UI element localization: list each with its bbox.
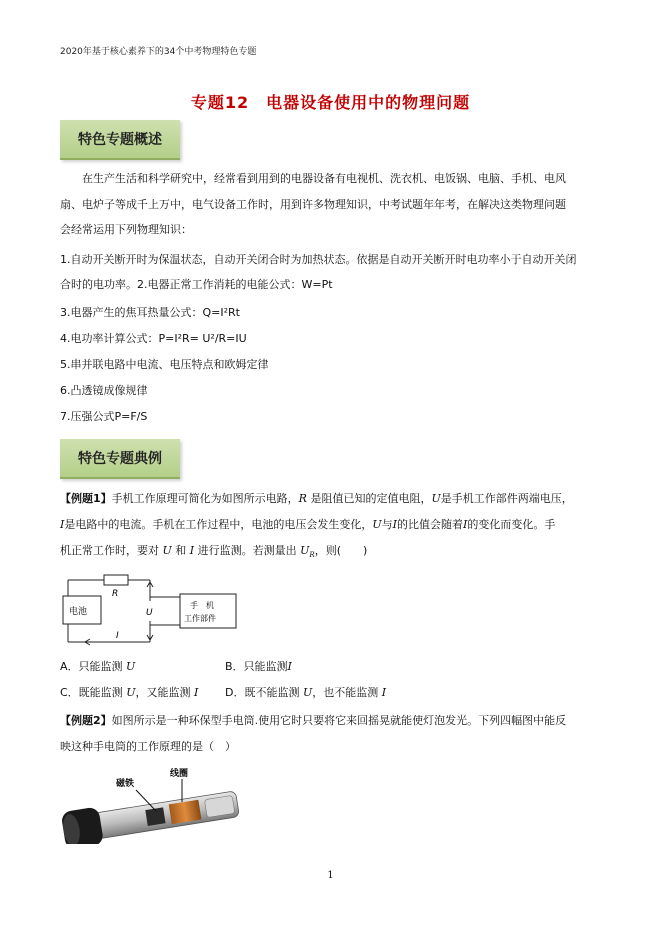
var-R: R — [298, 492, 307, 505]
option-b-var: I — [287, 660, 292, 673]
example1-text: 的变化而变化。手 — [467, 518, 556, 531]
example1-text: 与 — [381, 518, 393, 531]
option-d-var1: U — [302, 686, 313, 699]
option-b — [225, 659, 292, 675]
example2-line-1 — [60, 713, 566, 729]
option-a-var: U — [126, 660, 136, 673]
option-a — [60, 659, 135, 675]
resistor-label: R — [112, 589, 119, 599]
option-c-var1: U — [126, 686, 136, 699]
point-1b: 合时的电功率。2.电器正常工作消耗的电能公式：W=Pt — [60, 278, 333, 291]
page-title: 专题12 电器设备使用中的物理问题 — [190, 93, 471, 112]
point-6: 6.凸透镜成像规律 — [60, 384, 148, 397]
option-c-mid: ，又能监测 — [135, 686, 194, 699]
option-d — [225, 685, 386, 701]
example2-line-2: 映这种手电筒的工作原理的是（ ） — [60, 740, 236, 753]
example2-tag: 【例题2】 — [60, 714, 112, 727]
option-c — [60, 685, 198, 701]
option-d-var2: I — [381, 686, 387, 699]
point-1a: 1.自动开关断开时为保温状态，自动开关闭合时为加热状态。依据是自动开关断开时电功率小于自动开关闭 — [60, 253, 577, 266]
point-5: 5.串并联电路中电流、电压特点和欧姆定律 — [60, 358, 269, 371]
example1-tag: 【例题1】 — [60, 492, 112, 505]
circuit-diagram — [60, 566, 240, 656]
page-number: 1 — [327, 870, 334, 881]
example1-line-1 — [60, 491, 573, 507]
option-c-var2: I — [193, 686, 199, 699]
example1-text: 进行监测。若测量出 — [194, 544, 301, 557]
example1-text: 是手机工作部件两端电压， — [440, 492, 573, 505]
example1-text: ，则( ) — [314, 544, 368, 557]
point-4: 4.电功率计算公式：P=I²R= U²/R=IU — [60, 332, 247, 345]
example1-line-2 — [60, 517, 555, 533]
section-banner-overview: 特色专题概述 — [60, 120, 180, 160]
flashlight-image — [58, 764, 248, 844]
resistor — [104, 575, 128, 585]
device-label-1: 手 机 — [190, 601, 214, 610]
option-d-text: D．既不能监测 — [225, 686, 303, 699]
example1-line-3 — [60, 543, 367, 563]
example1-text: 机正常工作时，要对 — [60, 544, 163, 557]
point-3: 3.电器产生的焦耳热量公式：Q=I²Rt — [60, 306, 240, 319]
intro-line-3: 会经常运用下列物理知识： — [60, 223, 192, 236]
var-I: I — [392, 518, 397, 531]
example1-text: 和 — [171, 544, 190, 557]
section-banner-examples: 特色专题典例 — [60, 439, 180, 479]
option-c-text: C．既能监测 — [60, 686, 127, 699]
current-label: I — [116, 631, 119, 641]
var-I: I — [60, 518, 65, 531]
voltage-label: U — [146, 608, 153, 618]
magnet-label: 磁铁 — [116, 779, 135, 789]
intro-line-1: 在生产生活和科学研究中，经常看到用到的电器设备有电视机、洗衣机、电饭锅、电脑、手机、电风 — [60, 172, 566, 185]
var-UR-subscript: R — [309, 551, 315, 560]
example1-text: 的比值会随着 — [397, 518, 463, 531]
var-I: I — [189, 544, 195, 557]
var-U: U — [431, 492, 441, 505]
intro-line-2: 扇、电炉子等成千上万中，电气设备工作时，用到许多物理知识，中考试题年年考，在解决这类物理问题 — [60, 198, 566, 211]
var-UR: U — [300, 544, 310, 557]
var-I: I — [463, 518, 468, 531]
option-d-mid: ，也不能监测 — [312, 686, 382, 699]
option-b-text: B．只能监测 — [225, 660, 288, 673]
point-7: 7.压强公式P=F/S — [60, 410, 148, 423]
option-a-text: A．只能监测 — [60, 660, 127, 673]
var-U: U — [162, 544, 172, 557]
battery-label: 电池 — [69, 607, 88, 617]
var-U: U — [372, 518, 382, 531]
example2-text: 如图所示是一种环保型手电筒.使用它时只要将它来回摇晃就能使灯泡发光。下列四幅图中能反 — [111, 714, 567, 727]
device-label-2: 工作部件 — [184, 614, 216, 623]
example1-text: 手机工作原理可简化为如图所示电路， — [111, 492, 299, 505]
page-header: 2020年基于核心素养下的34个中考物理特色专题 — [60, 47, 257, 57]
example1-text: 是阻值已知的定值电阻， — [306, 492, 432, 505]
coil-label: 线圈 — [170, 769, 189, 779]
example1-text: 是电路中的电流。手机在工作过程中，电池的电压会发生变化， — [64, 518, 373, 531]
